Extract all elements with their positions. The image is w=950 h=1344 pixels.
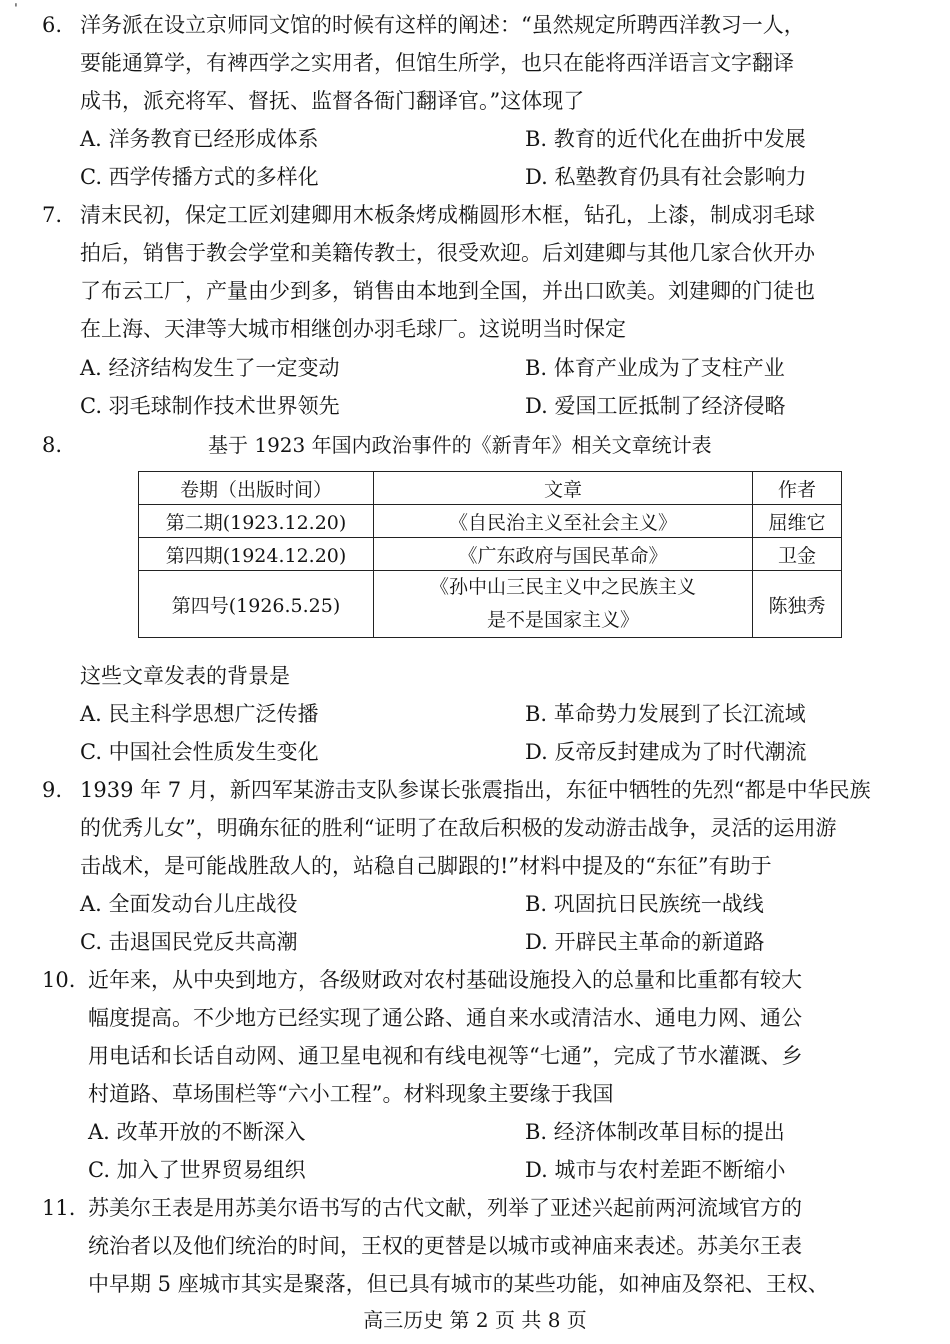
corner-mark: ˈ [14,2,18,18]
question-number: 8. [42,433,63,457]
table-header-row [139,472,842,505]
question-text-line: 击战术，是可能战胜敌人的，站稳自己脚跟的!”材料中提及的“东征”有助于 [80,854,772,878]
option-c: C. 加入了世界贸易组织 [88,1158,306,1182]
question-text-line: 在上海、天津等大城市相继创办羽毛球厂。这说明当时保定 [80,317,626,341]
option-d: D. 爱国工匠抵制了经济侵略 [525,394,786,418]
table-cell-article-line: 《孙中山三民主义中之民族主义 [429,576,696,598]
question-text-line: 苏美尔王表是用苏美尔语书写的古代文献，列举了亚述兴起前两河流域官方的 [88,1196,802,1220]
option-a: A. 改革开放的不断深入 [88,1120,306,1144]
question-text-line: 这些文章发表的背景是 [80,664,290,688]
table-cell-author: 屈维它 [753,505,842,538]
question-number: 6. [42,13,63,37]
question-text-line: 拍后，销售于教会学堂和美籍传教士，很受欢迎。后刘建卿与其他几家合伙开办 [80,241,815,265]
table-cell-author: 陈独秀 [753,571,842,638]
option-b: B. 体育产业成为了支柱产业 [525,356,785,380]
table-row [139,571,842,638]
table-title: 基于 1923 年国内政治事件的《新青年》相关文章统计表 [208,433,712,457]
option-c: C. 击退国民党反共高潮 [80,930,298,954]
option-c: C. 羽毛球制作技术世界领先 [80,394,340,418]
table-row [139,538,842,571]
statistics-table [138,471,842,638]
table-cell-article: 《广东政府与国民革命》 [374,538,753,571]
question-text-line: 近年来，从中央到地方，各级财政对农村基础设施投入的总量和比重都有较大 [88,968,802,992]
option-a: A. 民主科学思想广泛传播 [80,702,319,726]
table-cell-author: 卫金 [753,538,842,571]
option-b: B. 革命势力发展到了长江流域 [525,702,806,726]
option-a: A. 全面发动台儿庄战役 [80,892,298,916]
table-row [139,505,842,538]
table-cell-article: 《自民治主义至社会主义》 [374,505,753,538]
question-text-line: 了布云工厂，产量由少到多，销售由本地到全国，并出口欧美。刘建卿的门徒也 [80,279,815,303]
option-b: B. 经济体制改革目标的提出 [525,1120,785,1144]
question-text-line: 洋务派在设立京师同文馆的时候有这样的阐述：“虽然规定所聘西洋教习一人， [80,13,805,37]
question-text-line: 村道路、草场围栏等“六小工程”。材料现象主要缘于我国 [88,1082,614,1106]
option-a: A. 洋务教育已经形成体系 [80,127,319,151]
option-c: C. 西学传播方式的多样化 [80,165,319,189]
question-text-line: 要能通算学，有裨西学之实用者，但馆生所学，也只在能将西洋语言文字翻译 [80,51,794,75]
question-text-line: 的优秀儿女”，明确东征的胜利“证明了在敌后积极的发动游击战争，灵活的运用游 [80,816,837,840]
option-d: D. 反帝反封建成为了时代潮流 [525,740,807,764]
option-d: D. 城市与农村差距不断缩小 [525,1158,786,1182]
question-number: 9. [42,778,63,802]
question-text-line: 清末民初，保定工匠刘建卿用木板条烤成椭圆形木框，钻孔，上漆，制成羽毛球 [80,203,815,227]
option-c: C. 中国社会性质发生变化 [80,740,319,764]
table-header: 作者 [753,472,842,505]
table-cell-issue: 第二期(1923.12.20) [139,505,374,538]
table-header: 文章 [374,472,753,505]
question-text-line: 用电话和长话自动网、通卫星电视和有线电视等“七通”，完成了节水灌溉、乡 [88,1044,803,1068]
question-text-line: 幅度提高。不少地方已经实现了通公路、通自来水或清洁水、通电力网、通公 [88,1006,802,1030]
page-footer: 高三历史 第 2 页 共 8 页 [363,1308,587,1332]
question-text-line: 成书，派充将军、督抚、监督各衙门翻译官。”这体现了 [80,89,585,113]
question-number: 10. [42,968,76,992]
table-cell-article-line: 是不是国家主义》 [486,609,639,631]
option-a: A. 经济结构发生了一定变动 [80,356,340,380]
question-number: 7. [42,203,63,227]
table-header: 卷期（出版时间） [139,472,374,505]
question-text-line: 统治者以及他们统治的时间，王权的更替是以城市或神庙来表述。苏美尔王表 [88,1234,802,1258]
question-number: 11. [42,1196,76,1220]
option-d: D. 开辟民主革命的新道路 [525,930,765,954]
table-cell-issue: 第四号(1926.5.25) [139,571,374,638]
option-b: B. 巩固抗日民族统一战线 [525,892,764,916]
table-cell-issue: 第四期(1924.12.20) [139,538,374,571]
question-text-line: 1939 年 7 月，新四军某游击支队参谋长张震指出，东征中牺牲的先烈“都是中华民族 [80,778,871,802]
option-b: B. 教育的近代化在曲折中发展 [525,127,806,151]
question-text-line: 中早期 5 座城市其实是聚落，但已具有城市的某些功能，如神庙及祭祀、王权、 [88,1272,829,1296]
option-d: D. 私塾教育仍具有社会影响力 [525,165,807,189]
table-cell-article [374,571,753,638]
